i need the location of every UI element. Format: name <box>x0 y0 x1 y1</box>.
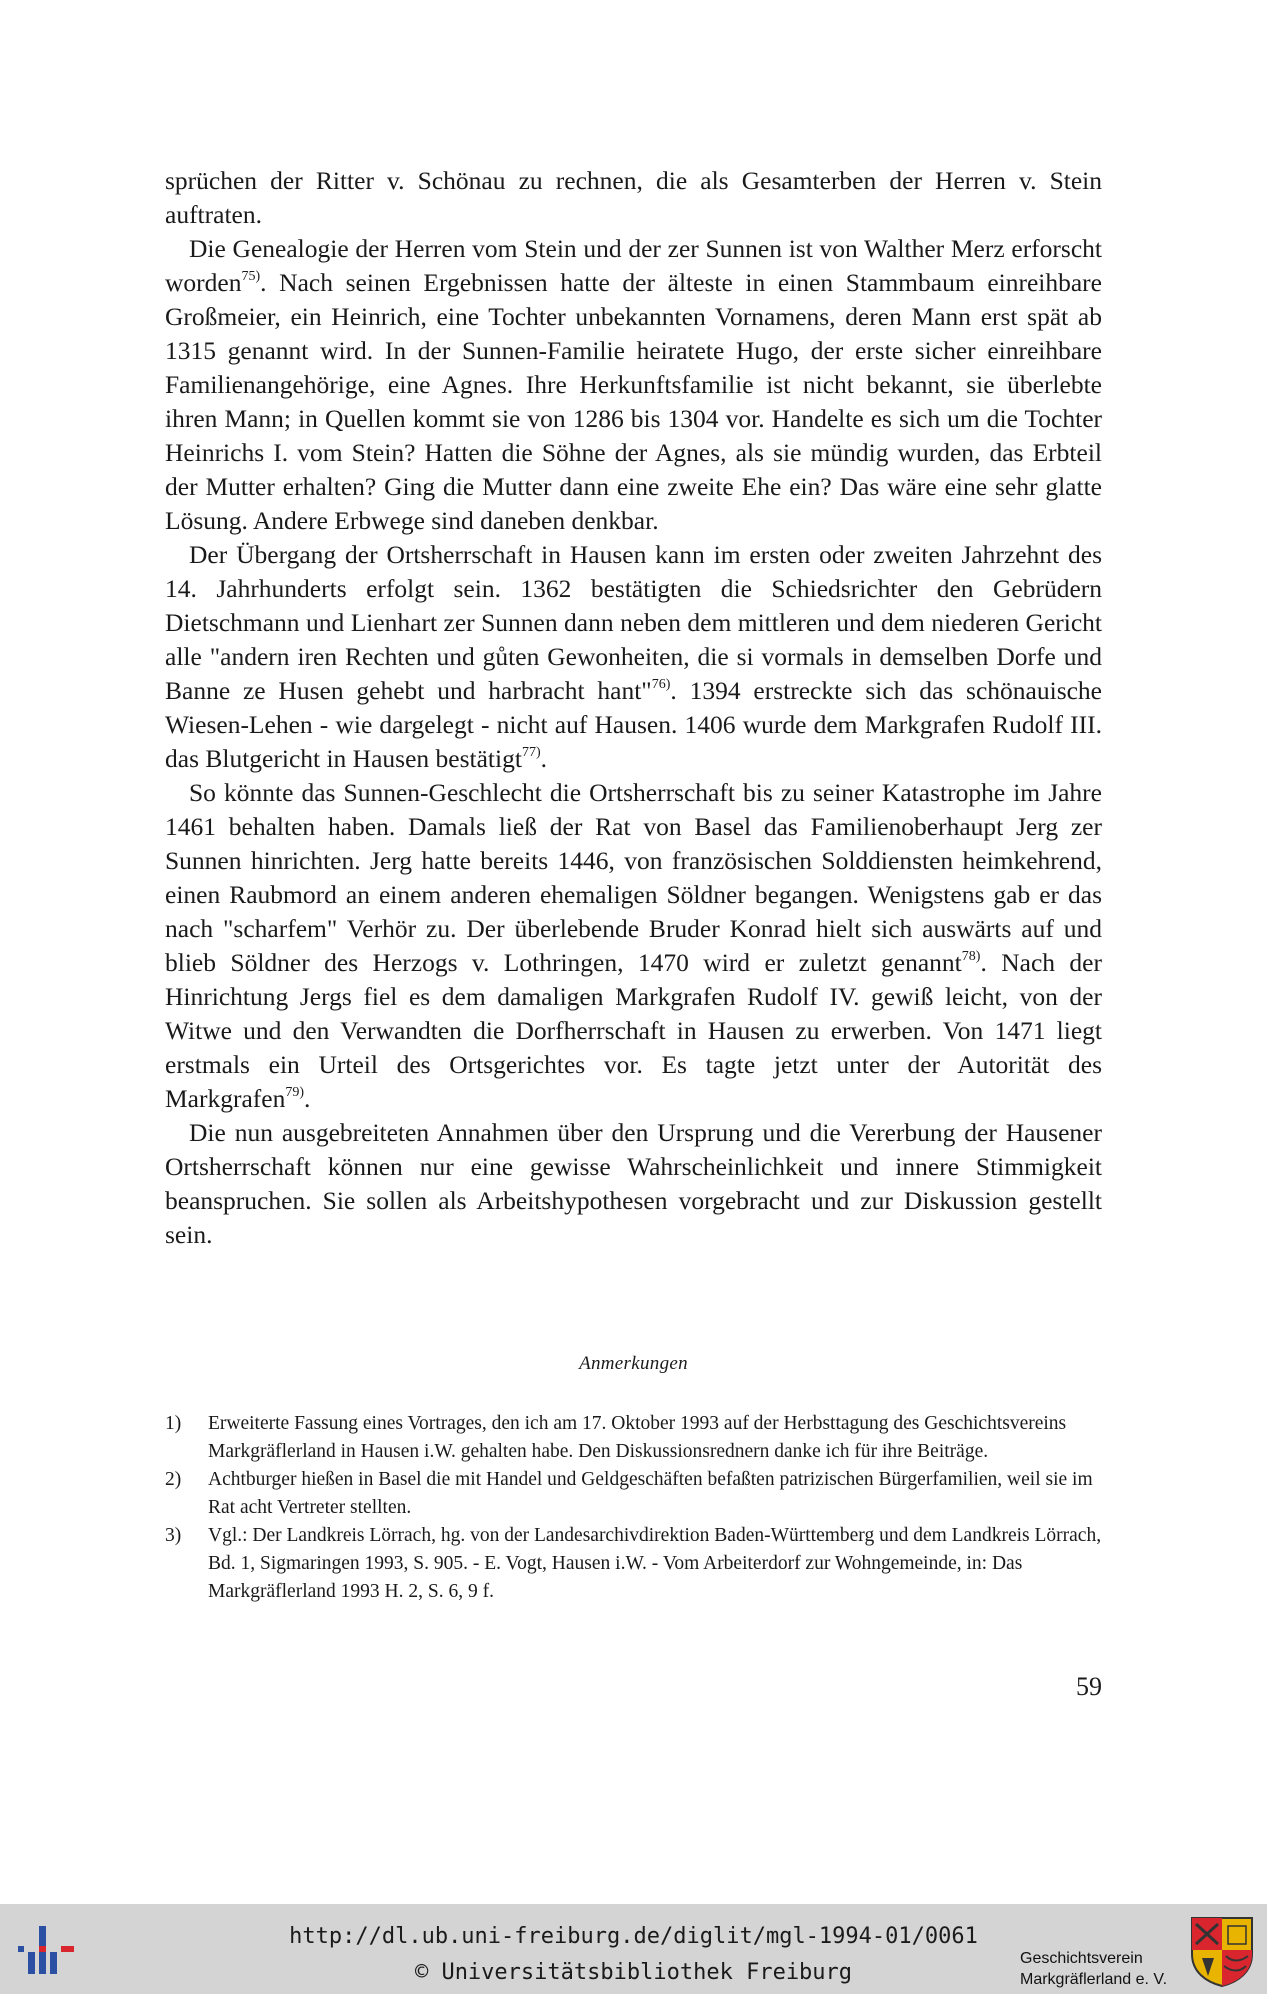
body-text <box>165 164 1102 1252</box>
footnote-reference[interactable]: 77) <box>521 745 541 760</box>
footer-copyright: © Universitätsbibliothek Freiburg <box>414 1960 853 1985</box>
paragraph-text: Der Übergang der Ortsherrschaft in Hausen kann im ersten oder zweiten Jahrzehnt des 14. Jahrhunderts erfolgt sein. 1362 bestätigten die Schiedsrichter den Gebrüdern Dietschmann und Lienhart zer Sunnen dann neben dem mittleren und dem niederen Gericht alle "andern iren Rechten und gůten Gewonheiten, die si vormals in demselben Dorfe und Banne ze Husen gehebt und harbracht hant" <box>165 540 1102 705</box>
paragraph-text: Die nun ausgebreiteten Annahmen über den Ursprung und die Vererbung der Hausener Ortsherrschaft können nur eine gewisse Wahrscheinlichkeit und innere Stimmigkeit beanspruchen. Sie sollen als Arbeitshypothesen vorgebracht und zur Diskussion gestellt sein. <box>165 1118 1102 1249</box>
society-name-line1: Geschichtsverein <box>1020 1950 1143 1967</box>
footnote-number: 3) <box>165 1525 182 1546</box>
footnote-number: 1) <box>165 1413 182 1434</box>
page-number: 59 <box>1076 1672 1102 1701</box>
paragraph-text: . Nach seinen Ergebnissen hatte der älteste in einen Stammbaum einreihbare Großmeier, ein Heinrich, eine Tochter unbekannten Vornamens, deren Mann erst spät ab 1315 genannt wird. In der Sunnen-Familie heiratete Hugo, der erste sicher einreihbare Familienangehörige, eine Agnes. Ihre Herkunftsfamilie ist nicht bekannt, sie überlebte ihren Mann; in Quellen kommt sie von 1286 bis 1304 vor. Handelte es sich um die Tochter Heinrichs I. vom Stein? Hatten die Söhne der Agnes, als sie mündig wurden, das Erbteil der Mutter erhalten? Ging die Mutter dann eine zweite Ehe ein? Das wäre eine sehr glatte Lösung. Andere Erbwege sind daneben denkbar. <box>165 268 1102 535</box>
footnote-reference[interactable]: 76) <box>651 677 671 692</box>
society-name-line2: Markgräflerland e. V. <box>1020 1971 1168 1988</box>
footnote-reference[interactable]: 78) <box>961 949 981 964</box>
body-paragraph <box>165 538 1102 776</box>
footer-url-link[interactable]: http://dl.ub.uni-freiburg.de/diglit/mgl-1994-01/0061 <box>289 1924 978 1949</box>
footnote-text: Erweiterte Fassung eines Vortrages, den ich am 17. Oktober 1993 auf der Herbsttagung des Geschichtsvereins Markgräflerland in Hausen i.W. gehalten habe. Den Diskussionsrednern danke ich für ihre Beiträge. <box>208 1413 1067 1462</box>
footnote-item <box>165 1522 1102 1606</box>
footnote-item <box>165 1410 1102 1466</box>
footer-society-name <box>1020 1948 1180 1990</box>
paragraph-text: Die Genealogie der Herren vom Stein und der zer Sunnen ist von Walther Merz erforscht worden <box>165 234 1102 297</box>
body-paragraph <box>165 232 1102 538</box>
body-paragraph <box>165 776 1102 1116</box>
body-paragraph <box>165 1116 1102 1252</box>
paragraph-text: . 1394 erstreckte sich das schönauische Wiesen-Lehen - wie dargelegt - nicht auf Hausen. 1406 wurde dem Markgrafen Rudolf III. das Blutgericht in Hausen bestätigt <box>165 676 1102 773</box>
paragraph-text: So könnte das Sunnen-Geschlecht die Ortsherrschaft bis zu seiner Katastrophe im Jahre 1461 behalten haben. Damals ließ der Rat von Basel das Familienoberhaupt Jerg zer Sunnen hinrichten. Jerg hatte bereits 1446, von französischen Solddiensten heimkehrend, einen Raubmord an einem anderen ehemaligen Söldner begangen. Wenigstens gab er das nach "scharfem" Verhör zu. Der überlebende Bruder Konrad hielt sich auswärts auf und blieb Söldner des Herzogs v. Lothringen, 1470 wird er zuletzt genannt <box>165 778 1102 977</box>
paragraph-text: . <box>540 744 547 773</box>
society-crest-icon[interactable] <box>1188 1914 1256 1988</box>
footer-bar <box>0 1904 1267 1994</box>
footnote-text: Achtburger hießen in Basel die mit Handel und Geldgeschäften befaßten patrizischen Bürgerfamilien, weil sie im Rat acht Vertreter stellten. <box>208 1469 1093 1518</box>
footnote-item <box>165 1466 1102 1522</box>
footnote-reference[interactable]: 75) <box>241 269 261 284</box>
paragraph-text: . <box>304 1084 311 1113</box>
footnotes-list <box>165 1410 1102 1606</box>
body-paragraph <box>165 164 1102 232</box>
paragraph-text: sprüchen der Ritter v. Schönau zu rechnen, die als Gesamterben der Herren v. Stein auftraten. <box>165 166 1102 229</box>
notes-heading: Anmerkungen <box>579 1353 688 1374</box>
footnote-number: 2) <box>165 1469 182 1490</box>
paragraph-text: . Nach der Hinrichtung Jergs fiel es dem damaligen Markgrafen Rudolf IV. gewiß leicht, von der Witwe und den Verwandten die Dorfherrschaft in Hausen zu erwerben. Von 1471 liegt erstmals ein Urteil des Ortsgerichtes vor. Es tagte jetzt unter der Autorität des Markgrafen <box>165 948 1102 1113</box>
footnote-reference[interactable]: 79) <box>285 1085 305 1100</box>
footnote-text: Vgl.: Der Landkreis Lörrach, hg. von der Landesarchivdirektion Baden-Württemberg und dem Landkreis Lörrach, Bd. 1, Sigmaringen 1993, S. 905. - E. Vogt, Hausen i.W. - Vom Arbeiterdorf zur Wohngemeinde, in: Das Markgräflerland 1993 H. 2, S. 6, 9 f. <box>208 1525 1102 1602</box>
